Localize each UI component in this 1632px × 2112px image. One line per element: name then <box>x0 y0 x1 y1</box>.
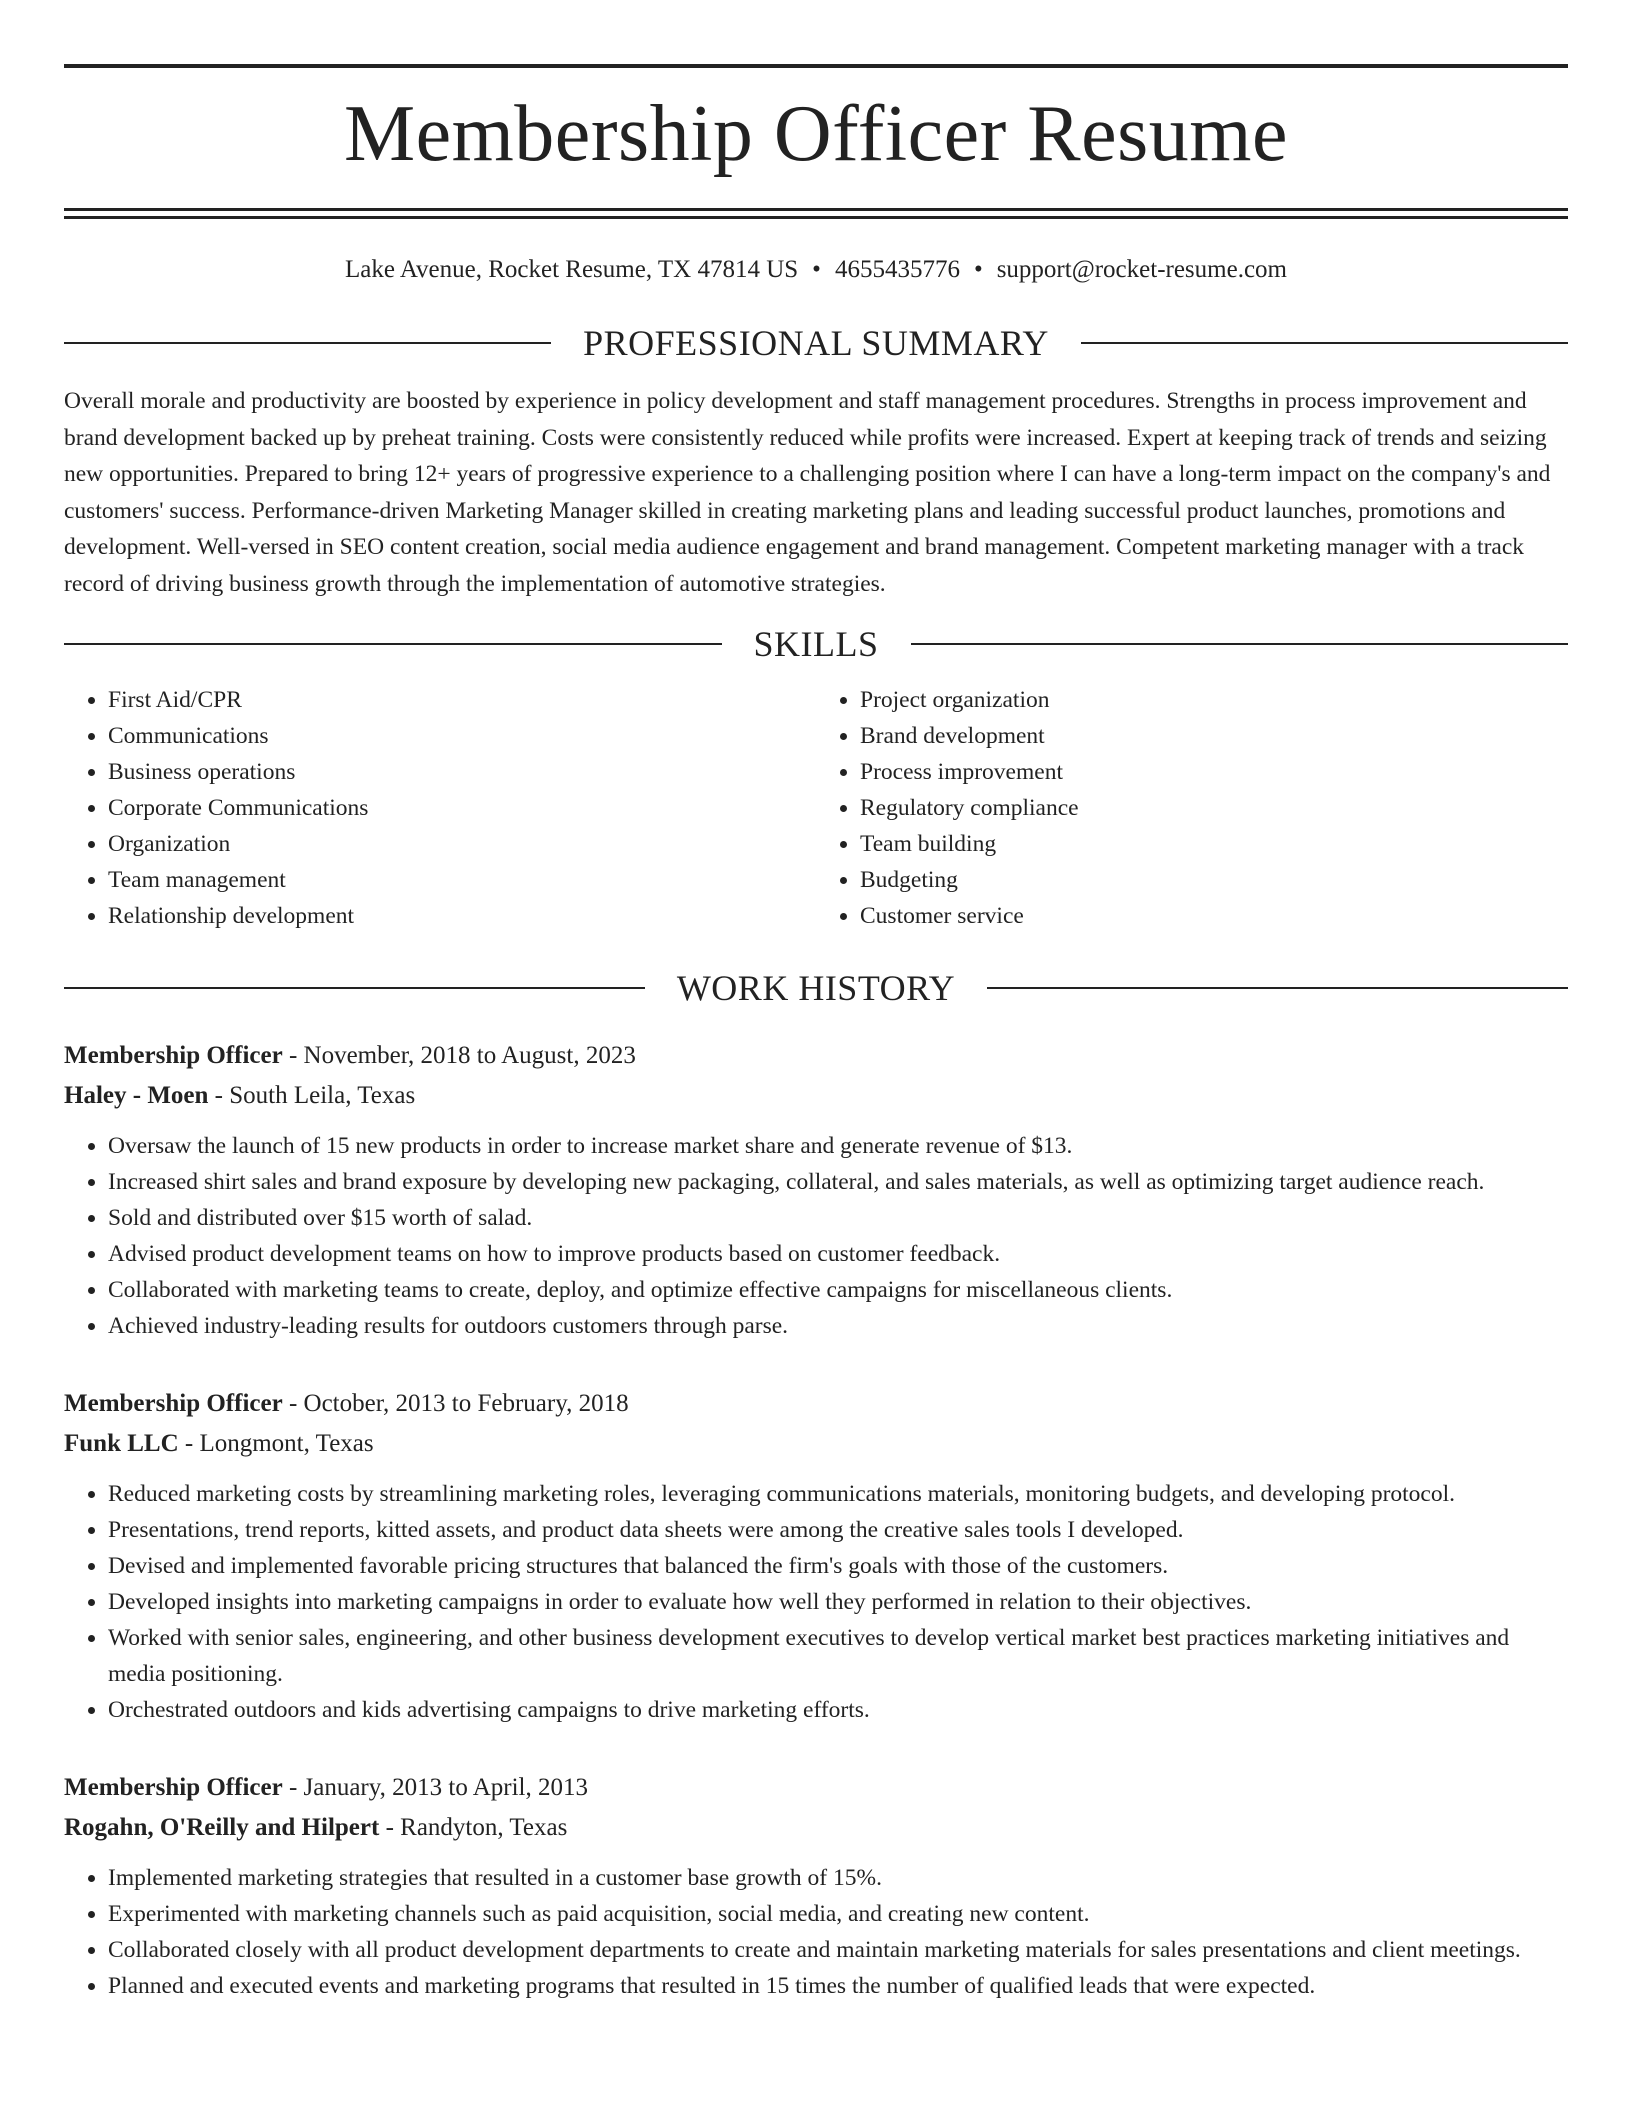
job-company-line: Haley - Moen - South Leila, Texas <box>64 1081 416 1109</box>
skill-item: • Project organization <box>860 682 1568 718</box>
job-bullets <box>64 1860 1568 2004</box>
summary-text: Overall morale and productivity are boosted by experience in policy development and staff management procedures. Strengths in process improvement and brand development backed up by preheat training. Costs were consistently reduced while profits were increased. Expert at keeping track of trends and seizing new opportunities. Prepared to bring 12+ years of progressive experience to a challenging position where I can have a long-term impact on the company's and customers' success. Performance-driven Marketing Manager skilled in creating marketing plans and leading successful product launches, promotions and development. Well-versed in SEO content creation, social media audience engagement and brand management. Competent marketing manager with a track record of driving business growth through the implementation of automotive strategies. <box>64 388 1551 597</box>
job-location: South Leila, Texas <box>229 1081 416 1109</box>
work-history-heading-label: WORK HISTORY <box>676 967 956 1008</box>
job-entry <box>64 1384 1568 1728</box>
job-bullet: • Implemented marketing strategies that resulted in a customer base growth of 15%. <box>108 1860 1568 1896</box>
heading-rule-right <box>1081 342 1568 344</box>
job-title: Membership Officer <box>64 1041 283 1069</box>
job-title: Membership Officer <box>64 1389 283 1417</box>
job-bullet: • Devised and implemented favorable pricing structures that balanced the firm's goals with those of the customers. <box>108 1548 1568 1584</box>
job-bullet: • Oversaw the launch of 15 new products in order to increase market share and generate revenue of $13. <box>108 1128 1568 1164</box>
contact-address: Lake Avenue, Rocket Resume, TX 47814 US <box>345 256 799 283</box>
skill-item: • Regulatory compliance <box>860 790 1568 826</box>
contact-separator: • <box>812 256 821 283</box>
job-company-line: Rogahn, O'Reilly and Hilpert - Randyton, Texas <box>64 1813 568 1841</box>
job-dates: January, 2013 to April, 2013 <box>303 1773 588 1801</box>
skill-item: • Corporate Communications <box>108 790 816 826</box>
skills-heading-label: SKILLS <box>753 623 879 664</box>
skills-heading <box>64 623 1568 664</box>
job-company: Funk LLC <box>64 1429 179 1457</box>
skill-item: • Brand development <box>860 718 1568 754</box>
job-bullet: • Presentations, trend reports, kitted assets, and product data sheets were among the creative sales tools I developed. <box>108 1512 1568 1548</box>
skill-item: • Process improvement <box>860 754 1568 790</box>
job-bullet: • Orchestrated outdoors and kids advertising campaigns to drive marketing efforts. <box>108 1692 1568 1728</box>
skill-item: • Budgeting <box>860 862 1568 898</box>
contact-phone: 4655435776 <box>834 256 960 283</box>
skill-item: • Team management <box>108 862 816 898</box>
skill-item: • Team building <box>860 826 1568 862</box>
job-bullets <box>64 1476 1568 1728</box>
skill-item: • Organization <box>108 826 816 862</box>
job-title-line: Membership Officer - November, 2018 to August, 2023 <box>64 1041 636 1069</box>
job-bullet: • Experimented with marketing channels such as paid acquisition, social media, and creating new content. <box>108 1896 1568 1932</box>
job-bullet: • Collaborated closely with all product development departments to create and maintain marketing materials for sales presentations and client meetings. <box>108 1932 1568 1968</box>
job-bullet: • Increased shirt sales and brand exposure by developing new packaging, collateral, and sales materials, as well as optimizing target audience reach. <box>108 1164 1568 1200</box>
job-dates: November, 2018 to August, 2023 <box>303 1041 636 1069</box>
page-title: Membership Officer Resume <box>343 90 1289 178</box>
work-history-heading <box>64 967 1568 1008</box>
skill-item: • Business operations <box>108 754 816 790</box>
summary-heading <box>64 325 1568 361</box>
job-bullets <box>64 1128 1568 1344</box>
job-bullet: • Collaborated with marketing teams to create, deploy, and optimize effective campaigns for miscellaneous clients. <box>108 1272 1568 1308</box>
skills-column-right <box>816 682 1568 934</box>
skill-item: • First Aid/CPR <box>108 682 816 718</box>
job-bullet: • Advised product development teams on how to improve products based on customer feedback. <box>108 1236 1568 1272</box>
job-bullet: • Developed insights into marketing campaigns in order to evaluate how well they performed in relation to their objectives. <box>108 1584 1568 1620</box>
job-bullet: • Planned and executed events and marketing programs that resulted in 15 times the number of qualified leads that were expected. <box>108 1968 1568 2004</box>
job-title-line: Membership Officer - January, 2013 to April, 2013 <box>64 1773 588 1801</box>
summary-heading-label: PROFESSIONAL SUMMARY <box>583 323 1049 363</box>
job-bullet: • Sold and distributed over $15 worth of salad. <box>108 1200 1568 1236</box>
contact-line <box>64 255 1568 285</box>
job-entry <box>64 1036 1568 1344</box>
title-double-rule <box>64 208 1568 219</box>
job-bullet: • Achieved industry-leading results for outdoors customers through parse. <box>108 1308 1568 1344</box>
heading-rule-left <box>64 987 645 989</box>
job-bullet: • Worked with senior sales, engineering, and other business development executives to develop vertical market best practices marketing initiatives and media positioning. <box>108 1620 1568 1692</box>
heading-rule-right <box>911 643 1569 645</box>
contact-separator: • <box>973 256 983 283</box>
job-title: Membership Officer <box>64 1773 283 1801</box>
heading-rule-left <box>64 643 722 645</box>
heading-rule-left <box>64 342 551 344</box>
top-rule <box>64 64 1568 68</box>
job-dates: October, 2013 to February, 2018 <box>303 1389 629 1417</box>
resume-page <box>64 64 1568 2004</box>
job-company-line: Funk LLC - Longmont, Texas <box>64 1429 374 1457</box>
contact-email: support@rocket-resume.com <box>996 256 1287 283</box>
job-location: Longmont, Texas <box>199 1429 374 1457</box>
skill-item: • Communications <box>108 718 816 754</box>
skill-item: • Relationship development <box>108 898 816 934</box>
skill-item: • Customer service <box>860 898 1568 934</box>
job-company: Rogahn, O'Reilly and Hilpert <box>64 1813 380 1841</box>
skills-list <box>64 682 1568 934</box>
skills-column-left <box>64 682 816 934</box>
job-bullet: • Reduced marketing costs by streamlining marketing roles, leveraging communications materials, monitoring budgets, and developing protocol. <box>108 1476 1568 1512</box>
job-location: Randyton, Texas <box>400 1813 568 1841</box>
heading-rule-right <box>987 987 1568 989</box>
job-company: Haley - Moen <box>64 1081 209 1109</box>
job-title-line: Membership Officer - October, 2013 to February, 2018 <box>64 1389 629 1417</box>
job-entry <box>64 1768 1568 2004</box>
